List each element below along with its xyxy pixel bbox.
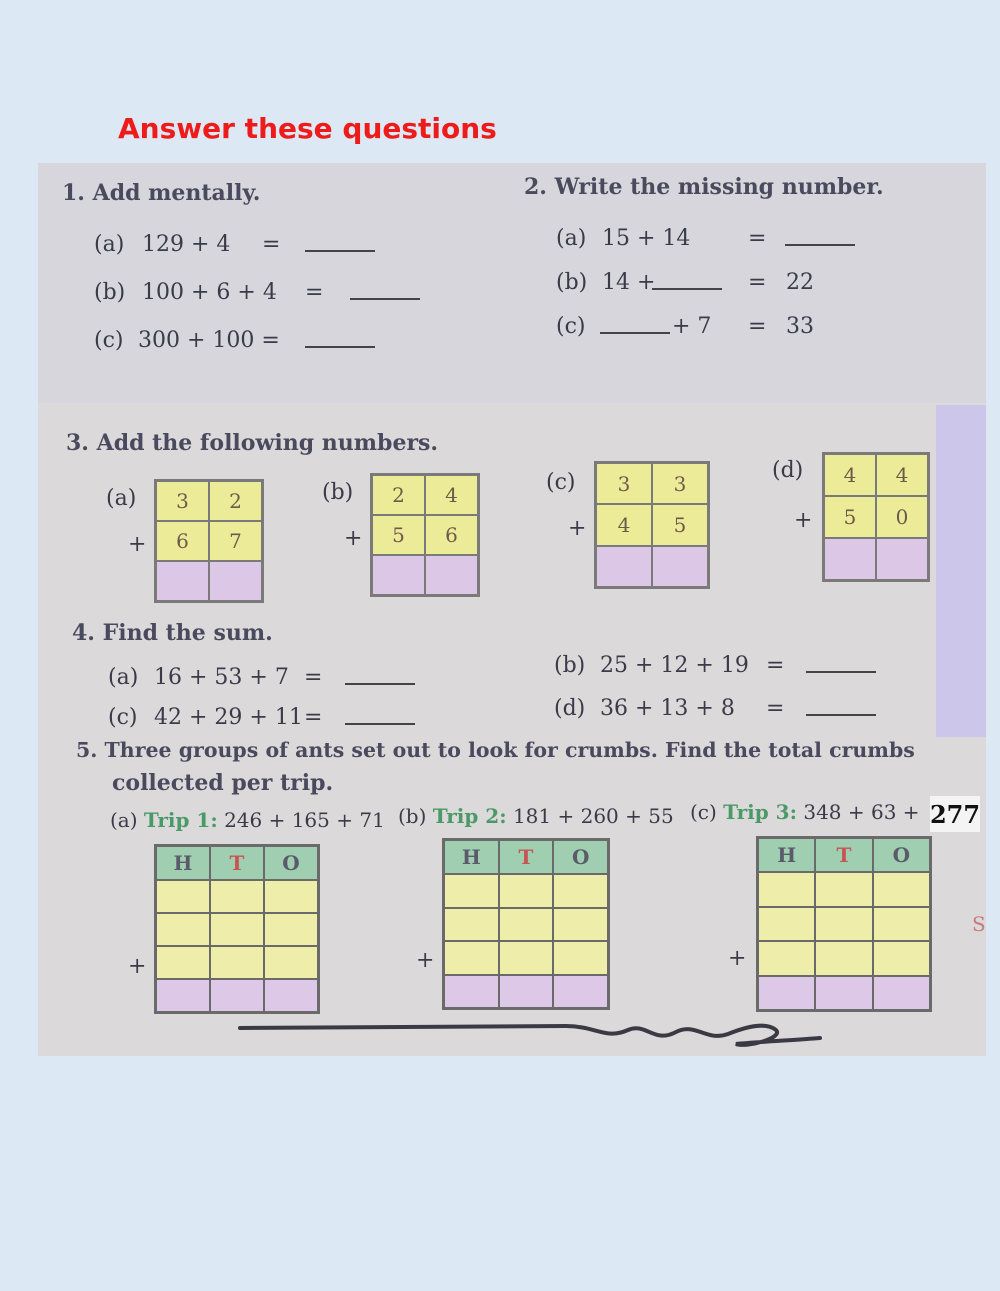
hto2-cell[interactable] xyxy=(499,874,554,908)
hto3-sum-cell[interactable] xyxy=(815,976,872,1011)
q1a-answer-blank[interactable] xyxy=(305,232,375,258)
hto3-cell[interactable] xyxy=(815,941,872,976)
q3a-top-tens: 3 xyxy=(156,481,209,521)
q3d-sum-ones[interactable] xyxy=(876,538,928,580)
q1-title: 1. Add mentally. xyxy=(62,180,261,206)
q2b-left: 14 + xyxy=(602,270,656,295)
q2-title: 2. Write the missing number. xyxy=(524,174,884,200)
hto3-cell[interactable] xyxy=(758,907,815,942)
hto2-cell[interactable] xyxy=(444,874,499,908)
hto3-plus: + xyxy=(728,946,747,971)
hto3-header-o: O xyxy=(873,838,930,872)
q4b-answer-blank[interactable] xyxy=(806,653,876,679)
q1b-equals: = xyxy=(305,280,324,305)
hto1-cell[interactable] xyxy=(264,946,318,979)
q4a-expr: 16 + 53 + 7 xyxy=(154,665,289,690)
q2c-right: 33 xyxy=(786,314,814,339)
q1c-label: (c) xyxy=(94,328,124,353)
q3b-sum-ones[interactable] xyxy=(425,555,478,595)
hto1-header-h: H xyxy=(156,846,210,880)
q4-title: 4. Find the sum. xyxy=(72,620,273,646)
q3c-label: (c) xyxy=(546,470,576,495)
q3b-grid xyxy=(370,473,480,597)
q2b-missing-blank[interactable] xyxy=(652,270,722,296)
trip1 xyxy=(110,808,385,832)
q3c-top-ones: 3 xyxy=(652,463,708,504)
hto1-header-t: T xyxy=(210,846,264,880)
q1b-answer-blank[interactable] xyxy=(350,280,420,306)
q4b-equals: = xyxy=(766,653,785,678)
q1b-expr: 100 + 6 + 4 xyxy=(142,280,277,305)
q3c-grid xyxy=(594,461,710,589)
q2b-equals: = xyxy=(748,270,767,295)
q3a-bottom-tens: 6 xyxy=(156,521,209,561)
hto3-cell[interactable] xyxy=(758,941,815,976)
q3c-top-tens: 3 xyxy=(596,463,652,504)
decorative-scribble xyxy=(236,1018,826,1058)
hto2-cell[interactable] xyxy=(444,908,499,942)
q2a-label: (a) xyxy=(556,226,587,251)
q4c-label: (c) xyxy=(108,705,138,730)
q2a-left: 15 + 14 xyxy=(602,226,691,251)
page-title: Answer these questions xyxy=(118,112,497,145)
hto3-header-h: H xyxy=(758,838,815,872)
trip1-name: Trip 1: xyxy=(143,808,218,832)
hto1-cell[interactable] xyxy=(210,880,264,913)
q2c-missing-blank[interactable] xyxy=(600,314,670,340)
q3b-bottom-ones: 6 xyxy=(425,515,478,555)
hto2-header-t: T xyxy=(499,840,554,874)
trip3-expr: 348 + 63 + xyxy=(803,800,920,824)
trip3-label: (c) xyxy=(690,800,717,824)
q2b-right: 22 xyxy=(786,270,814,295)
trip2 xyxy=(398,804,674,828)
hto1-sum-cell[interactable] xyxy=(156,979,210,1012)
q3c-sum-tens[interactable] xyxy=(596,546,652,587)
q2c-label: (c) xyxy=(556,314,586,339)
q3c-bottom-ones: 5 xyxy=(652,504,708,545)
hto1-header-o: O xyxy=(264,846,318,880)
hto3-cell[interactable] xyxy=(815,907,872,942)
hto2-sum-cell[interactable] xyxy=(553,975,608,1009)
q1c-expr: 300 + 100 = xyxy=(138,328,280,353)
hto2-plus: + xyxy=(416,948,435,973)
q4a-answer-blank[interactable] xyxy=(345,665,415,691)
hto-grid-trip1 xyxy=(154,844,320,1014)
hto1-plus: + xyxy=(128,954,147,979)
trip1-expr: 246 + 165 + 71 xyxy=(224,808,385,832)
hto3-cell[interactable] xyxy=(815,872,872,907)
q3a-plus: + xyxy=(128,532,147,557)
cover-rectangle xyxy=(936,405,986,737)
hto3-header-t: T xyxy=(815,838,872,872)
q3b-bottom-tens: 5 xyxy=(372,515,425,555)
trip2-name: Trip 2: xyxy=(432,804,507,828)
q1a-expr: 129 + 4 xyxy=(142,232,231,257)
q4d-expr: 36 + 13 + 8 xyxy=(600,696,735,721)
hto2-cell[interactable] xyxy=(499,908,554,942)
q3c-bottom-tens: 4 xyxy=(596,504,652,545)
q1c-answer-blank[interactable] xyxy=(305,328,375,354)
hto1-sum-cell[interactable] xyxy=(210,979,264,1012)
q4a-label: (a) xyxy=(108,665,139,690)
q3b-label: (b) xyxy=(322,480,354,505)
page-edge-letter: S xyxy=(972,912,986,936)
q3b-top-tens: 2 xyxy=(372,475,425,515)
q3b-sum-tens[interactable] xyxy=(372,555,425,595)
hto1-sum-cell[interactable] xyxy=(264,979,318,1012)
hto3-cell[interactable] xyxy=(758,872,815,907)
hto-grid-trip2 xyxy=(442,838,610,1010)
trip1-label: (a) xyxy=(110,808,138,832)
hto3-cell[interactable] xyxy=(873,872,930,907)
q3c-sum-ones[interactable] xyxy=(652,546,708,587)
q3d-bottom-tens: 5 xyxy=(824,496,876,538)
hto2-cell[interactable] xyxy=(553,941,608,975)
q4c-equals: = xyxy=(304,705,323,730)
hto1-cell[interactable] xyxy=(156,880,210,913)
hto1-cell[interactable] xyxy=(156,946,210,979)
hto2-sum-cell[interactable] xyxy=(444,975,499,1009)
q4a-equals: = xyxy=(304,665,323,690)
hto2-cell[interactable] xyxy=(444,941,499,975)
trip3 xyxy=(690,800,920,824)
q2a-answer-blank[interactable] xyxy=(785,226,855,252)
q1b-label: (b) xyxy=(94,280,126,305)
hto2-sum-cell[interactable] xyxy=(499,975,554,1009)
hto3-sum-cell[interactable] xyxy=(758,976,815,1011)
q3a-sum-tens[interactable] xyxy=(156,561,209,601)
q1a-equals: = xyxy=(262,232,281,257)
q3a-top-ones: 2 xyxy=(209,481,262,521)
q3d-bottom-ones: 0 xyxy=(876,496,928,538)
hto1-cell[interactable] xyxy=(210,913,264,946)
q3d-plus: + xyxy=(794,508,813,533)
q4b-label: (b) xyxy=(554,653,586,678)
hto3-sum-cell[interactable] xyxy=(873,976,930,1011)
q3-title: 3. Add the following numbers. xyxy=(66,430,439,456)
q3c-plus: + xyxy=(568,516,587,541)
q1a-label: (a) xyxy=(94,232,125,257)
q2a-equals: = xyxy=(748,226,767,251)
q4d-answer-blank[interactable] xyxy=(806,696,876,722)
trip2-label: (b) xyxy=(398,804,427,828)
q3a-label: (a) xyxy=(106,486,137,511)
hto1-cell[interactable] xyxy=(156,913,210,946)
hto-grid-trip3 xyxy=(756,836,932,1012)
q2c-left: + 7 xyxy=(672,314,712,339)
hto1-cell[interactable] xyxy=(210,946,264,979)
q3d-sum-tens[interactable] xyxy=(824,538,876,580)
q3b-plus: + xyxy=(344,526,363,551)
q4d-label: (d) xyxy=(554,696,586,721)
q2c-equals: = xyxy=(748,314,767,339)
q4b-expr: 25 + 12 + 19 xyxy=(600,653,749,678)
q5-title-line1: 5. Three groups of ants set out to look for crumbs. Find the total crumbs xyxy=(76,738,915,762)
q4d-equals: = xyxy=(766,696,785,721)
q3a-bottom-ones: 7 xyxy=(209,521,262,561)
trip2-expr: 181 + 260 + 55 xyxy=(512,804,674,828)
q3d-top-tens: 4 xyxy=(824,454,876,496)
hto1-cell[interactable] xyxy=(264,880,318,913)
hto2-cell[interactable] xyxy=(553,908,608,942)
hto2-cell[interactable] xyxy=(553,874,608,908)
q3a-sum-ones[interactable] xyxy=(209,561,262,601)
hto1-cell[interactable] xyxy=(264,913,318,946)
hto2-header-o: O xyxy=(553,840,608,874)
q4c-answer-blank[interactable] xyxy=(345,705,415,731)
q3b-top-ones: 4 xyxy=(425,475,478,515)
answer-badge: 277 xyxy=(930,796,980,832)
q3d-label: (d) xyxy=(772,458,804,483)
q3d-top-ones: 4 xyxy=(876,454,928,496)
hto2-cell[interactable] xyxy=(499,941,554,975)
q4c-expr: 42 + 29 + 11 xyxy=(154,705,303,730)
hto3-cell[interactable] xyxy=(873,907,930,942)
q5-title-line2: collected per trip. xyxy=(112,770,334,796)
q3d-grid xyxy=(822,452,930,582)
trip3-name: Trip 3: xyxy=(723,800,797,824)
hto2-header-h: H xyxy=(444,840,499,874)
hto3-cell[interactable] xyxy=(873,941,930,976)
q2b-label: (b) xyxy=(556,270,588,295)
q3a-grid xyxy=(154,479,264,603)
